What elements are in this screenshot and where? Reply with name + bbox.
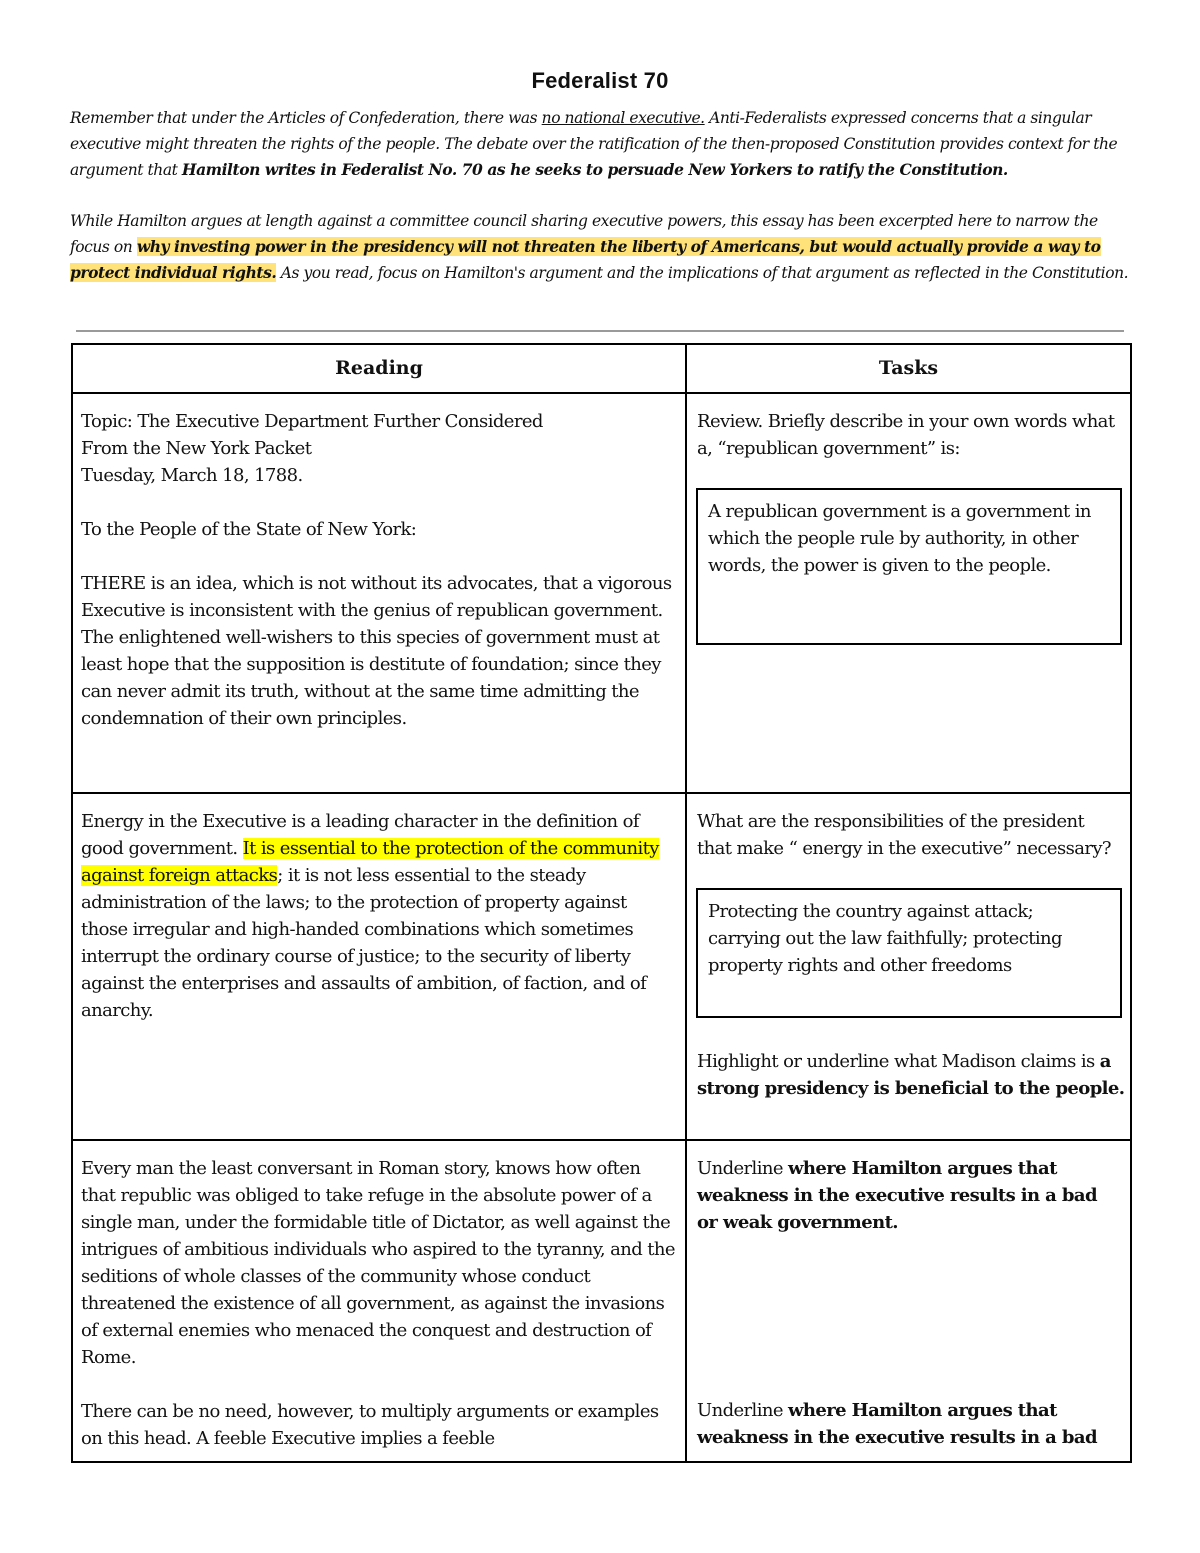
answer-text: A republican government is a government in which the people rule by authority, in other words, the power is given to the people.	[708, 501, 1091, 576]
topic-line: Topic: The Executive Department Further Considered	[81, 411, 543, 432]
answer-text: Protecting the country against attack; carrying out the law faithfully; protecting property rights and other freedoms	[708, 901, 1062, 976]
task-text: Underline	[697, 1400, 789, 1421]
reading-cell	[72, 1140, 686, 1462]
reading-text: ; it is not less essential to the steady administration of the laws; to the protection of property against those irregular and high-handed combinations which sometimes interrupt the ordinary course of justice; to the security of liberty against the enterprises and assaults of ambition, of faction, and of anarchy.	[81, 865, 647, 1021]
task-prompt-2	[697, 1048, 1127, 1102]
reading-cell	[72, 793, 686, 1140]
task-prompt	[687, 1141, 1130, 1236]
reading-passage: There can be no need, however, to multiply arguments or examples on this head. A feeble Executive implies a feeble	[81, 1401, 659, 1449]
intro-text: Anti-Federalists expressed concerns that a singular executive might threaten the rights of the people. The debate over the ratification of the then-proposed Constitution provides context for the argument that	[70, 109, 1118, 179]
task-cell	[686, 1140, 1131, 1462]
task-text: Highlight or underline what Madison claims is	[697, 1051, 1100, 1072]
task-text: Underline	[697, 1158, 789, 1179]
task-bold-text: a strong presidency is beneficial to the people.	[697, 1051, 1125, 1099]
page-title: Federalist 70	[531, 68, 669, 93]
highlighted-text: It is essential to the protection of the community against foreign attacks	[81, 838, 659, 886]
intro-paragraph-2	[70, 208, 1130, 286]
task-bold-text: where Hamilton argues that weakness in the executive results in a bad	[697, 1400, 1097, 1448]
reading-cell	[72, 393, 686, 793]
task-prompt: What are the responsibilities of the president that make “ energy in the executive” necessary?	[697, 811, 1111, 859]
task-bold-text: where Hamilton argues that weakness in the executive results in a bad or weak government.	[697, 1158, 1097, 1233]
task-cell	[686, 393, 1131, 793]
reading-tasks-table	[71, 343, 1132, 1463]
intro-text: As you read, focus on Hamilton's argument and the implications of that argument as reflected in the Constitution.	[276, 264, 1129, 282]
task-cell	[686, 793, 1131, 1140]
date-line: Tuesday, March 18, 1788.	[81, 465, 303, 486]
table-row	[72, 393, 1131, 793]
underlined-phrase: no national executive.	[541, 109, 705, 127]
tasks-column-header: Tasks	[686, 344, 1131, 393]
reading-passage: THERE is an idea, which is not without its advocates, that a vigorous Executive is inconsistent with the genius of republican government. The enlightened well-wishers to this species of government must at least hope that the supposition is destitute of foundation; since they can never admit its truth, without at the same time admitting the condemnation of their own principles.	[81, 573, 672, 729]
table-header-row	[72, 344, 1131, 393]
task-prompt-2	[697, 1397, 1127, 1451]
source-line: From the New York Packet	[81, 438, 312, 459]
salutation: To the People of the State of New York:	[81, 519, 417, 540]
highlighted-bold-phrase: why investing power in the presidency will not threaten the liberty of Americans, but would actually provide a way to protect individual rights.	[70, 237, 1101, 282]
answer-box[interactable]	[696, 488, 1122, 645]
reading-passage	[73, 794, 685, 1024]
intro-text: While Hamilton argues at length against a committee council sharing executive powers, this essay has been excerpted here to narrow the focus on	[70, 212, 1098, 256]
answer-box[interactable]	[696, 888, 1122, 1018]
intro-paragraph-1	[70, 105, 1130, 183]
reading-column-header: Reading	[72, 344, 686, 393]
horizontal-divider	[76, 330, 1124, 332]
bold-phrase: Hamilton writes in Federalist No. 70 as he seeks to persuade New Yorkers to ratify the Constitution.	[181, 160, 1008, 179]
intro-text: Remember that under the Articles of Confederation, there was	[70, 109, 542, 127]
table-row	[72, 1140, 1131, 1462]
task-prompt: Review. Briefly describe in your own words what a, “republican government” is:	[697, 411, 1115, 459]
reading-text: Energy in the Executive is a leading character in the definition of good government.	[81, 811, 639, 859]
reading-passage: Every man the least conversant in Roman story, knows how often that republic was obliged to take refuge in the absolute power of a single man, under the formidable title of Dictator, as well against the intrigues of ambitious individuals who aspired to the tyranny, and the seditions of whole classes of the community whose conduct threatened the existence of all government, as against the invasions of external enemies who menaced the conquest and destruction of Rome.	[81, 1158, 675, 1368]
table-row	[72, 793, 1131, 1140]
